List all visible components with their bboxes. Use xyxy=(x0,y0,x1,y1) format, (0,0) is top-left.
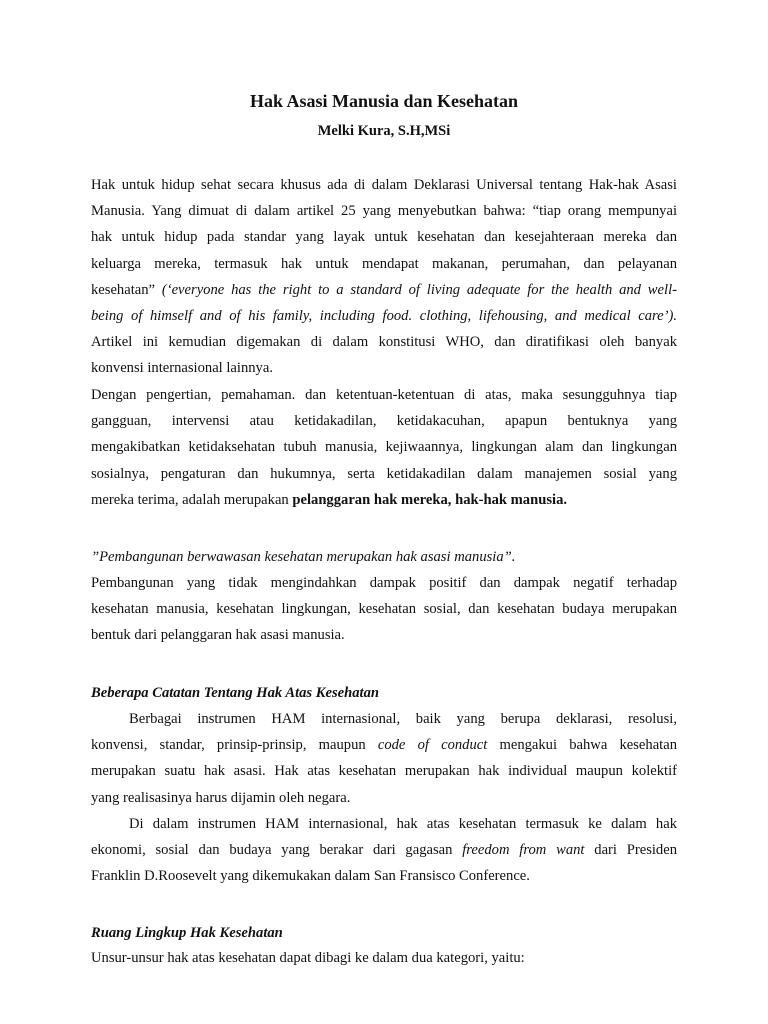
text-run: mereka terima, adalah merupakan xyxy=(91,491,293,508)
text-line: Manusia. Yang dimuat di dalam artikel 25 yang menyebutkan bahwa: “tiap orang mempunyai xyxy=(91,203,677,220)
text-line: merupakan suatu hak asasi. Hak atas kesehatan merupakan hak individual maupun kolektif xyxy=(91,763,677,780)
text-line: Pembangunan yang tidak mengindahkan dampak positif dan dampak negatif terhadap xyxy=(91,575,677,591)
text-line: Hak untuk hidup sehat secara khusus ada di dalam Deklarasi Universal tentang Hak-hak Asasi xyxy=(91,177,677,193)
text-line: Dengan pengertian, pemahaman. dan ketentuan-ketentuan di atas, maka sesungguhnya tiap xyxy=(91,387,677,403)
text-line: mengakibatkan ketidaksehatan tubuh manusia, kejiwaannya, lingkungan alam dan lingkungan xyxy=(91,439,677,456)
text-line: keluarga mereka, termasuk hak untuk mendapat makanan, perumahan, dan pelayanan xyxy=(91,255,677,272)
text-run: kesehatan” xyxy=(91,281,162,298)
text-line xyxy=(91,487,677,513)
paragraph-3 xyxy=(91,570,677,649)
text-line: gangguan, intervensi atau ketidakadilan, ketidakacuhan, apapun bentuknya yang xyxy=(91,413,677,430)
section-1-body xyxy=(91,706,677,889)
quote-english: (‘everyone has the right to a standard of living adequate for the health and well- xyxy=(161,281,677,298)
paragraph-2 xyxy=(91,382,677,513)
text-line: konvensi internasional lainnya. xyxy=(91,360,273,377)
quote-english: being of himself and of his family, including food. clothing, lifehousing, and medical care’). xyxy=(91,308,677,325)
document-title: Hak Asasi Manusia dan Kesehatan xyxy=(249,91,519,111)
text-run: dari Presiden xyxy=(584,842,678,859)
text-line: Di dalam instrumen HAM internasional, hak atas kesehatan termasuk ke dalam hak xyxy=(129,815,677,832)
italic-term: freedom from want xyxy=(462,842,585,859)
text-run: konvensi, standar, prinsip-prinsip, maupun xyxy=(91,737,378,754)
text-line: hak untuk hidup pada standar yang layak untuk kesehatan dan kesejahteraan mereka dan xyxy=(91,229,677,246)
paragraph-1 xyxy=(91,172,677,382)
text-line xyxy=(91,837,677,863)
text-line: Berbagai instrumen HAM internasional, baik yang berupa deklarasi, resolusi, xyxy=(129,711,677,727)
text-line: yang realisasinya harus dijamin oleh negara. xyxy=(91,789,351,806)
emphasis-bold: pelanggaran hak mereka, hak-hak manusia. xyxy=(292,491,568,508)
text-line: bentuk dari pelanggaran hak asasi manusia. xyxy=(91,627,345,644)
text-line: Artikel ini kemudian digemakan di dalam konstitusi WHO, dan diratifikasi oleh banyak xyxy=(91,334,677,351)
text-run: mengakui bahwa kesehatan xyxy=(487,737,678,754)
text-line: sosialnya, pengaturan dan hukumnya, serta ketidakadilan dalam manajemen sosial yang xyxy=(91,465,677,482)
italic-term: code of conduct xyxy=(377,737,488,754)
text-line: Franklin D.Roosevelt yang dikemukakan dalam San Fransisco Conference. xyxy=(91,868,530,885)
section-heading: Ruang Lingkup Hak Kesehatan xyxy=(91,925,283,941)
section-heading: Beberapa Catatan Tentang Hak Atas Kesehatan xyxy=(91,685,379,701)
document-author: Melki Kura, S.H,MSi xyxy=(317,123,451,139)
quote-text: ”Pembangunan berwawasan kesehatan merupakan hak asasi manusia”. xyxy=(91,549,516,565)
text-line xyxy=(91,277,677,303)
text-line: Unsur-unsur hak atas kesehatan dapat dibagi ke dalam dua kategori, yaitu: xyxy=(91,950,525,966)
text-line: kesehatan manusia, kesehatan lingkungan, kesehatan sosial, dan kesehatan budaya merupakan xyxy=(91,601,677,618)
text-run: ekonomi, sosial dan budaya yang berakar dari gagasan xyxy=(91,842,463,859)
quote-line xyxy=(91,544,677,570)
text-line xyxy=(91,303,677,329)
text-line xyxy=(91,732,677,758)
section-2-body xyxy=(91,945,677,971)
